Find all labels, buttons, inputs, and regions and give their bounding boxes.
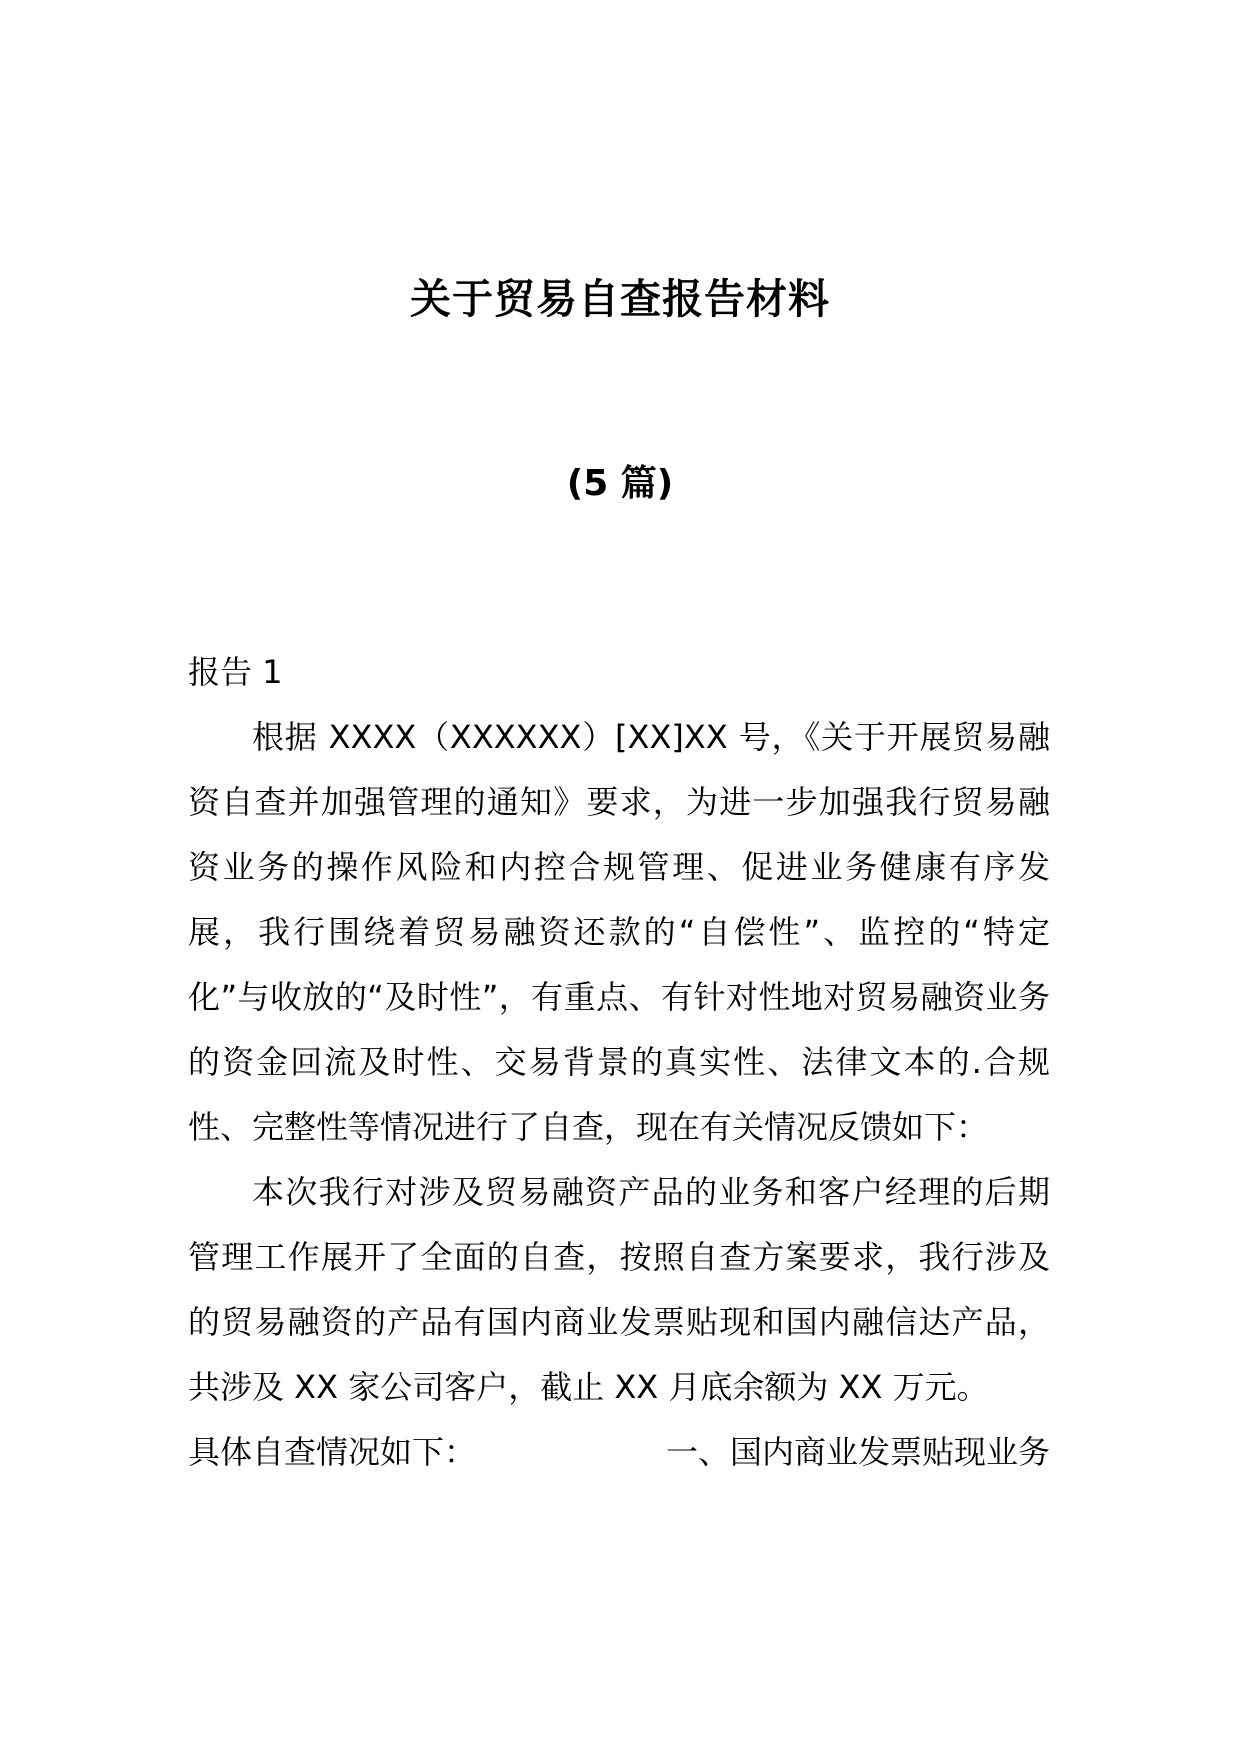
closing-line bbox=[188, 1420, 1050, 1485]
document-subtitle: (5 篇) bbox=[566, 463, 674, 504]
document-body bbox=[188, 640, 1050, 1485]
closing-line-left: 具体自查情况如下： bbox=[188, 1433, 477, 1471]
section-heading-1: 一、国内商业发票贴现业务 bbox=[665, 1433, 1050, 1471]
document-title: 关于贸易自查报告材料 bbox=[410, 275, 830, 323]
section-label: 报告 1 bbox=[188, 653, 283, 691]
body-paragraph-1: 根据 XXXX（XXXXXX）[XX]XX 号，《关于开展贸易融资自查并加强管理的通知》要求，为进一步加强我行贸易融资业务的操作风险和内控合规管理、促进业务健康有序发展，我行围绕着贸易融资还款的“自偿性”、监控的“特定化”与收放的“及时性”，有重点、有针对性地对贸易融资业务的资金回流及时性、交易背景的真实性、法律文本的.合规性、完整性等情况进行了自查，现在有关情况反馈如下： bbox=[188, 718, 1050, 1146]
body-paragraph-2: 本次我行对涉及贸易融资产品的业务和客户经理的后期管理工作展开了全面的自查，按照自查方案要求，我行涉及的贸易融资的产品有国内商业发票贴现和国内融信达产品，共涉及 XX 家公司客户，截止 XX 月底余额为 XX 万元。 bbox=[188, 1173, 1050, 1406]
